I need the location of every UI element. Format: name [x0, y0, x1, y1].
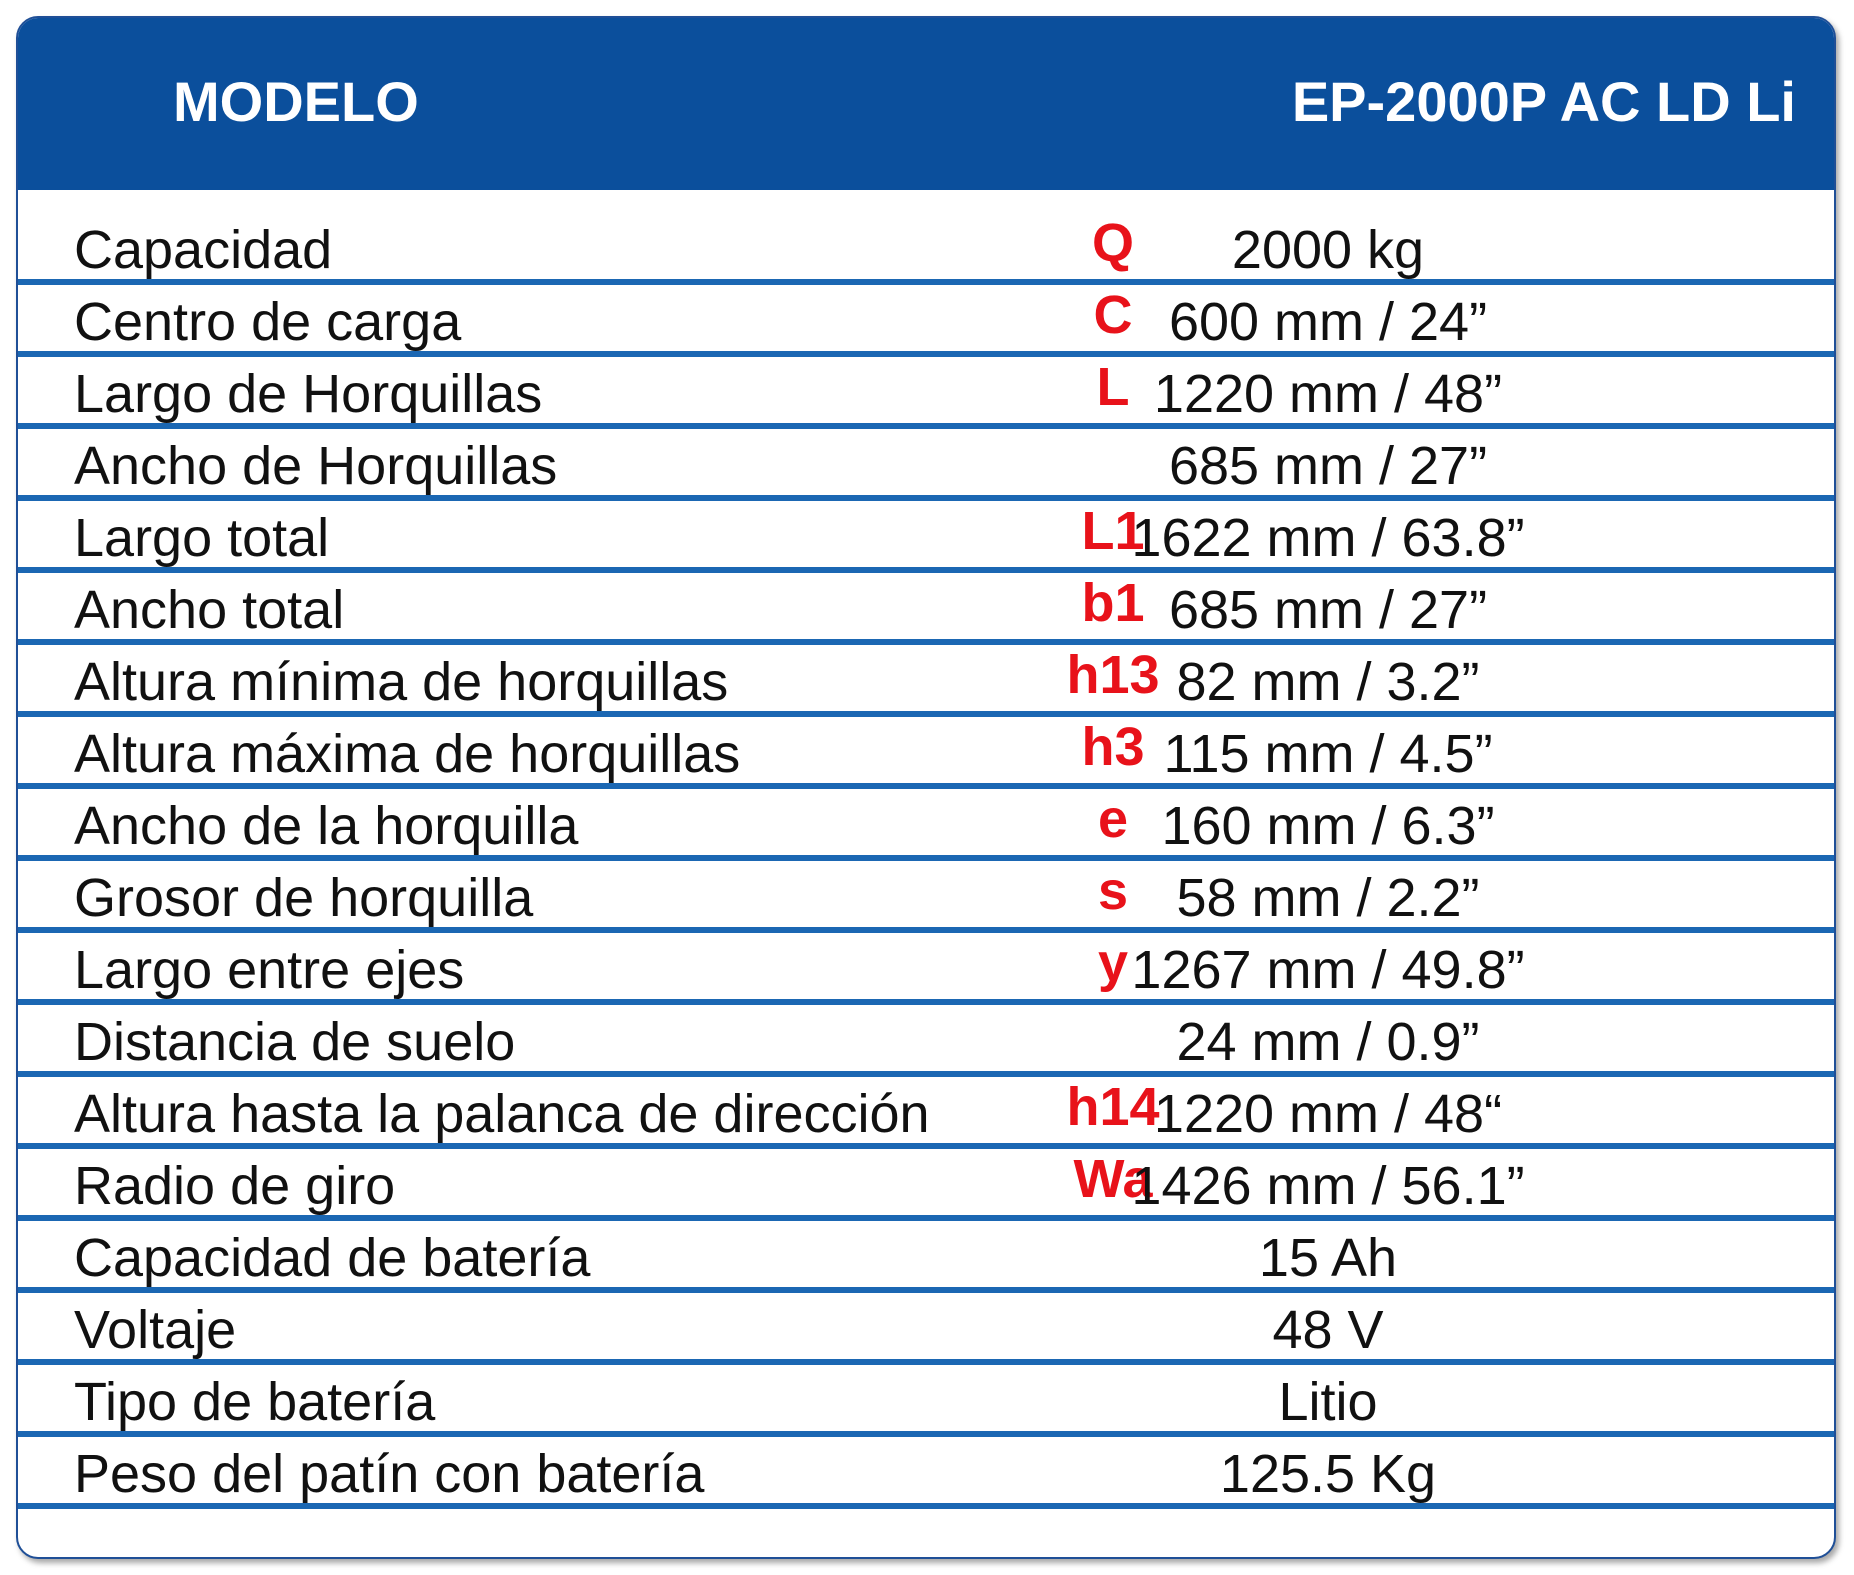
table-row — [18, 861, 1834, 933]
parameter-value: 1426 mm / 56.1” — [1131, 1156, 1525, 1216]
parameter-symbol: L — [1096, 357, 1130, 417]
parameter-label: Distancia de suelo — [74, 1012, 516, 1072]
parameter-symbol: b1 — [1081, 573, 1145, 633]
table-row — [18, 501, 1834, 573]
parameter-value: 24 mm / 0.9” — [1176, 1012, 1480, 1072]
parameter-value: 685 mm / 27” — [1168, 580, 1488, 640]
parameter-label: Voltaje — [74, 1300, 237, 1360]
parameter-value: 600 mm / 24” — [1168, 292, 1488, 352]
parameter-symbol: h13 — [1066, 645, 1160, 705]
parameter-label: Largo de Horquillas — [74, 364, 543, 424]
header-label: MODELO — [173, 70, 419, 133]
parameter-label: Altura hasta la palanca de dirección — [74, 1084, 930, 1144]
parameter-value: 48 V — [1272, 1300, 1384, 1360]
table-row — [18, 1005, 1834, 1077]
parameter-label: Ancho total — [74, 580, 345, 640]
table-row — [18, 1221, 1834, 1293]
parameter-label: Capacidad de batería — [74, 1228, 591, 1288]
table-row — [18, 429, 1834, 501]
parameter-symbol: y — [1097, 933, 1129, 993]
parameter-symbol: e — [1097, 789, 1129, 849]
table-row — [18, 1365, 1834, 1437]
parameter-label: Altura mínima de horquillas — [74, 652, 729, 712]
parameter-label: Centro de carga — [74, 292, 462, 352]
table-row — [18, 213, 1834, 285]
table-header — [18, 18, 1834, 190]
parameter-value: 82 mm / 3.2” — [1176, 652, 1480, 712]
table-row — [18, 717, 1834, 789]
parameter-value: 160 mm / 6.3” — [1161, 796, 1495, 856]
parameter-symbol: h14 — [1066, 1077, 1160, 1137]
table-row — [18, 573, 1834, 645]
parameter-label: Peso del patín con batería — [74, 1444, 705, 1504]
parameter-value: 1267 mm / 49.8” — [1131, 940, 1525, 1000]
table-row — [18, 1437, 1834, 1509]
parameter-label: Largo total — [74, 508, 330, 568]
parameter-value: 2000 kg — [1231, 220, 1425, 280]
parameter-label: Radio de giro — [74, 1156, 396, 1216]
parameter-symbol: L1 — [1081, 501, 1145, 561]
parameter-symbol: C — [1093, 285, 1133, 345]
parameter-label: Altura máxima de horquillas — [74, 724, 741, 784]
parameter-label: Tipo de batería — [74, 1372, 436, 1432]
parameter-value: 685 mm / 27” — [1168, 436, 1488, 496]
parameter-value: 15 Ah — [1258, 1228, 1398, 1288]
parameter-value: 125.5 Kg — [1219, 1444, 1437, 1504]
table-row — [18, 1077, 1834, 1149]
parameter-symbol: Q — [1091, 213, 1134, 273]
parameter-value: Litio — [1278, 1372, 1378, 1432]
parameter-label: Grosor de horquilla — [74, 868, 534, 928]
table-row — [18, 789, 1834, 861]
parameter-label: Capacidad — [74, 220, 333, 280]
table-row — [18, 285, 1834, 357]
table-row — [18, 645, 1834, 717]
table-row — [18, 357, 1834, 429]
spec-rows — [18, 213, 1834, 1509]
parameter-value: 115 mm / 4.5” — [1163, 724, 1493, 784]
table-row — [18, 1149, 1834, 1221]
table-row — [18, 1293, 1834, 1365]
parameter-symbol: Wa — [1073, 1149, 1153, 1209]
header-model-name: EP-2000P AC LD Li — [1291, 70, 1796, 133]
table-row — [18, 933, 1834, 1005]
spec-table-card — [16, 16, 1836, 1559]
parameter-symbol: s — [1097, 861, 1129, 921]
parameter-value: 1220 mm / 48“ — [1153, 1084, 1503, 1144]
parameter-value: 1622 mm / 63.8” — [1131, 508, 1525, 568]
parameter-value: 1220 mm / 48” — [1153, 364, 1503, 424]
parameter-label: Ancho de Horquillas — [74, 436, 558, 496]
parameter-label: Largo entre ejes — [74, 940, 465, 1000]
parameter-symbol: h3 — [1081, 717, 1145, 777]
parameter-value: 58 mm / 2.2” — [1176, 868, 1480, 928]
parameter-label: Ancho de la horquilla — [74, 796, 579, 856]
